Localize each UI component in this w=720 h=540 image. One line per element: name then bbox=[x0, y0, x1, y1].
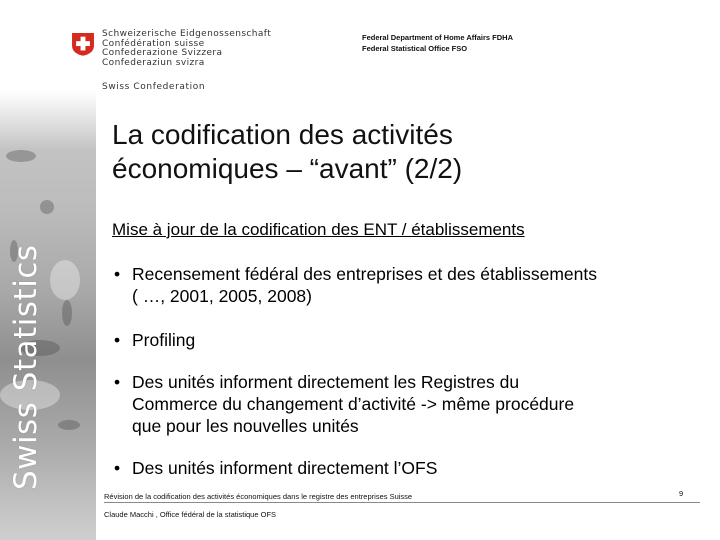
department-block bbox=[362, 32, 513, 54]
footer-presentation-title: Révision de la codification des activités économiques dans le registre des entreprises Suisse bbox=[104, 492, 413, 501]
confederation-line: Confederazione Svizzera bbox=[102, 48, 223, 59]
confederation-line: Confederaziun svizra bbox=[102, 57, 205, 68]
page-number: 9 bbox=[679, 489, 684, 498]
department-name: Federal Department of Home Affairs FDHA bbox=[362, 33, 513, 42]
swiss-flag-icon bbox=[70, 31, 96, 57]
bullet-text: ( …, 2001, 2005, 2008) bbox=[132, 286, 312, 306]
photo-fade bbox=[0, 90, 96, 150]
bullet-text: Des unités informent directement l’OFS bbox=[132, 458, 438, 478]
bullet-list bbox=[112, 263, 712, 479]
bullet-marker: • bbox=[114, 458, 121, 478]
slide-subtitle: Mise à jour de la codification des ENT / établissements bbox=[112, 220, 525, 239]
title-line: La codification des activités bbox=[112, 119, 453, 150]
confederation-line: Confédération suisse bbox=[102, 38, 205, 49]
bullet-marker: • bbox=[114, 372, 121, 392]
office-name: Federal Statistical Office FSO bbox=[362, 44, 468, 53]
bullet-item bbox=[112, 329, 712, 351]
bullet-text: Commerce du changement d’activité -> même procédure bbox=[132, 394, 575, 414]
bullet-text: Profiling bbox=[132, 330, 196, 350]
bullet-marker: • bbox=[114, 264, 121, 284]
bullet-item bbox=[112, 371, 712, 437]
slide-title bbox=[112, 118, 702, 186]
confederation-names bbox=[102, 30, 271, 68]
bullet-marker: • bbox=[114, 330, 121, 350]
confederation-line: Schweizerische Eidgenossenschaft bbox=[102, 29, 272, 39]
bullet-item bbox=[112, 263, 712, 307]
swiss-statistics-brand: Swiss Statistics bbox=[8, 244, 44, 490]
bullet-item bbox=[112, 457, 712, 479]
bullet-text: Des unités informent directement les Registres du bbox=[132, 372, 520, 392]
swiss-confederation-label: Swiss Confederation bbox=[102, 82, 206, 92]
title-line: économiques – “avant” (2/2) bbox=[112, 153, 463, 184]
bullet-text: que pour les nouvelles unités bbox=[132, 416, 359, 436]
footer-divider bbox=[104, 502, 700, 503]
footer-author: Claude Macchi , Office fédéral de la statistique OFS bbox=[104, 510, 277, 519]
bullet-text: Recensement fédéral des entreprises et des établissements bbox=[132, 264, 597, 284]
